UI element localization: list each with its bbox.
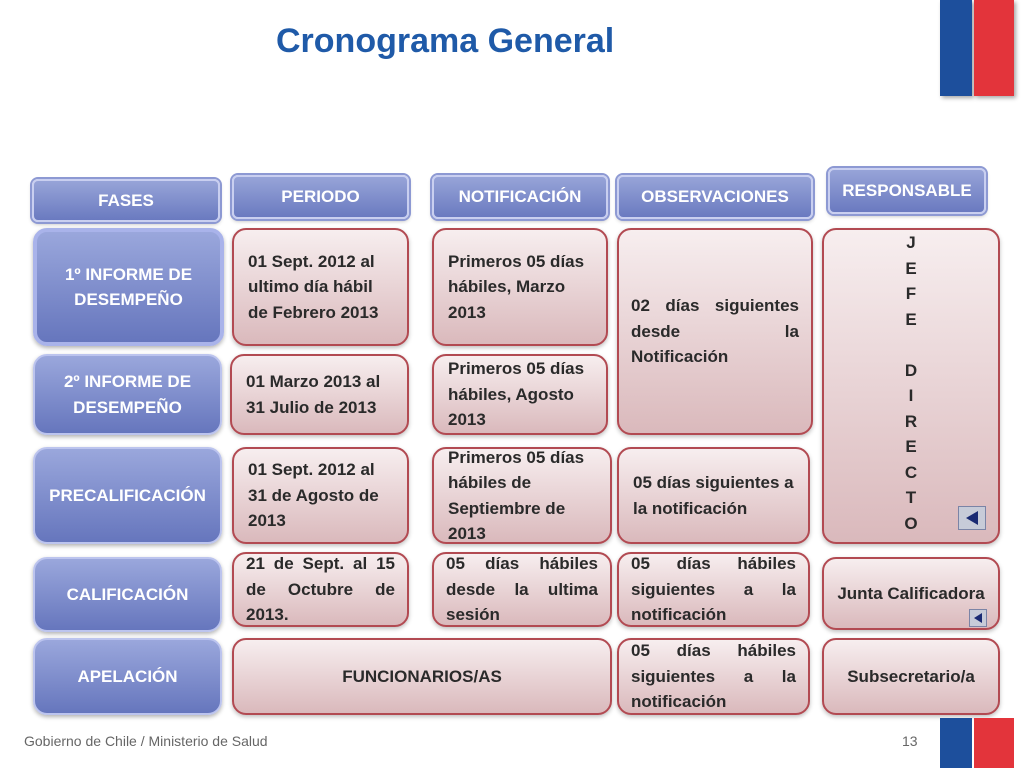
responsable-letter: O	[904, 513, 918, 533]
responsable-letter: F	[905, 284, 917, 303]
responsable-letter: I	[908, 386, 914, 405]
flag-red-stripe	[974, 718, 1014, 768]
phase-calificacion: CALIFICACIÓN	[33, 557, 222, 632]
periodo-2-informe: 01 Marzo 2013 al 31 Julio de 2013	[230, 354, 409, 435]
notificacion-calificacion: 05 días hábiles desde la ultima sesión	[432, 552, 612, 627]
responsable-letter	[909, 332, 914, 358]
flag-red-stripe	[974, 0, 1014, 96]
page-number: 13	[902, 733, 918, 749]
page-title: Cronograma General	[276, 22, 615, 60]
phase-apelacion: APELACIÓN	[33, 638, 222, 715]
observacion-precalificacion: 05 días siguientes a la notificación	[617, 447, 810, 544]
phase-2-informe: 2º INFORME DE DESEMPEÑO	[33, 354, 222, 435]
responsable-letter: R	[904, 411, 918, 431]
notificacion-1-informe: Primeros 05 días hábiles, Marzo 2013	[432, 228, 608, 346]
notificacion-precalificacion: Primeros 05 días hábiles de Septiembre de 2013	[432, 447, 612, 544]
flag-decoration-bottom	[940, 718, 1016, 768]
observacion-informes: 02 días siguientes desde la Notificación	[617, 228, 813, 435]
periodo-calificacion: 21 de Sept. al 15 de Octubre de 2013.	[232, 552, 409, 627]
responsable-letter: J	[906, 233, 916, 252]
responsable-letter: D	[904, 360, 918, 380]
left-triangle-icon	[974, 613, 982, 623]
left-triangle-icon	[966, 511, 978, 525]
phase-precalificacion: PRECALIFICACIÓN	[33, 447, 222, 544]
responsable-junta-calificadora: Junta Calificadora	[822, 557, 1000, 630]
footer-source: Gobierno de Chile / Ministerio de Salud	[24, 733, 268, 749]
apelacion-funcionarios: FUNCIONARIOS/AS	[232, 638, 612, 715]
periodo-1-informe: 01 Sept. 2012 al ultimo día hábil de Febrero 2013	[232, 228, 409, 346]
header-fases: FASES	[32, 179, 220, 222]
observacion-apelacion: 05 días hábiles siguientes a la notificación	[617, 638, 810, 715]
responsable-letter: E	[905, 437, 917, 456]
header-periodo: PERIODO	[232, 175, 409, 219]
responsable-jefe-directo	[822, 228, 1000, 544]
responsable-letter: C	[904, 462, 918, 482]
header-observaciones: OBSERVACIONES	[617, 175, 813, 219]
responsable-letter: E	[905, 258, 917, 278]
header-notificacion: NOTIFICACIÓN	[432, 175, 608, 219]
flag-blue-stripe	[940, 718, 972, 768]
back-button-small[interactable]	[969, 609, 987, 627]
periodo-precalificacion: 01 Sept. 2012 al 31 de Agosto de 2013	[232, 447, 409, 544]
phase-1-informe: 1º INFORME DE DESEMPEÑO	[33, 228, 224, 346]
notificacion-2-informe: Primeros 05 días hábiles, Agosto 2013	[432, 354, 608, 435]
observacion-calificacion: 05 días hábiles siguientes a la notificación	[617, 552, 810, 627]
back-button[interactable]	[958, 506, 986, 530]
flag-decoration-top	[940, 0, 1016, 98]
responsable-letter: E	[905, 309, 917, 329]
header-responsable: RESPONSABLE	[828, 168, 986, 214]
flag-blue-stripe	[940, 0, 972, 96]
responsable-letter: T	[905, 488, 917, 507]
responsable-subsecretario: Subsecretario/a	[822, 638, 1000, 715]
